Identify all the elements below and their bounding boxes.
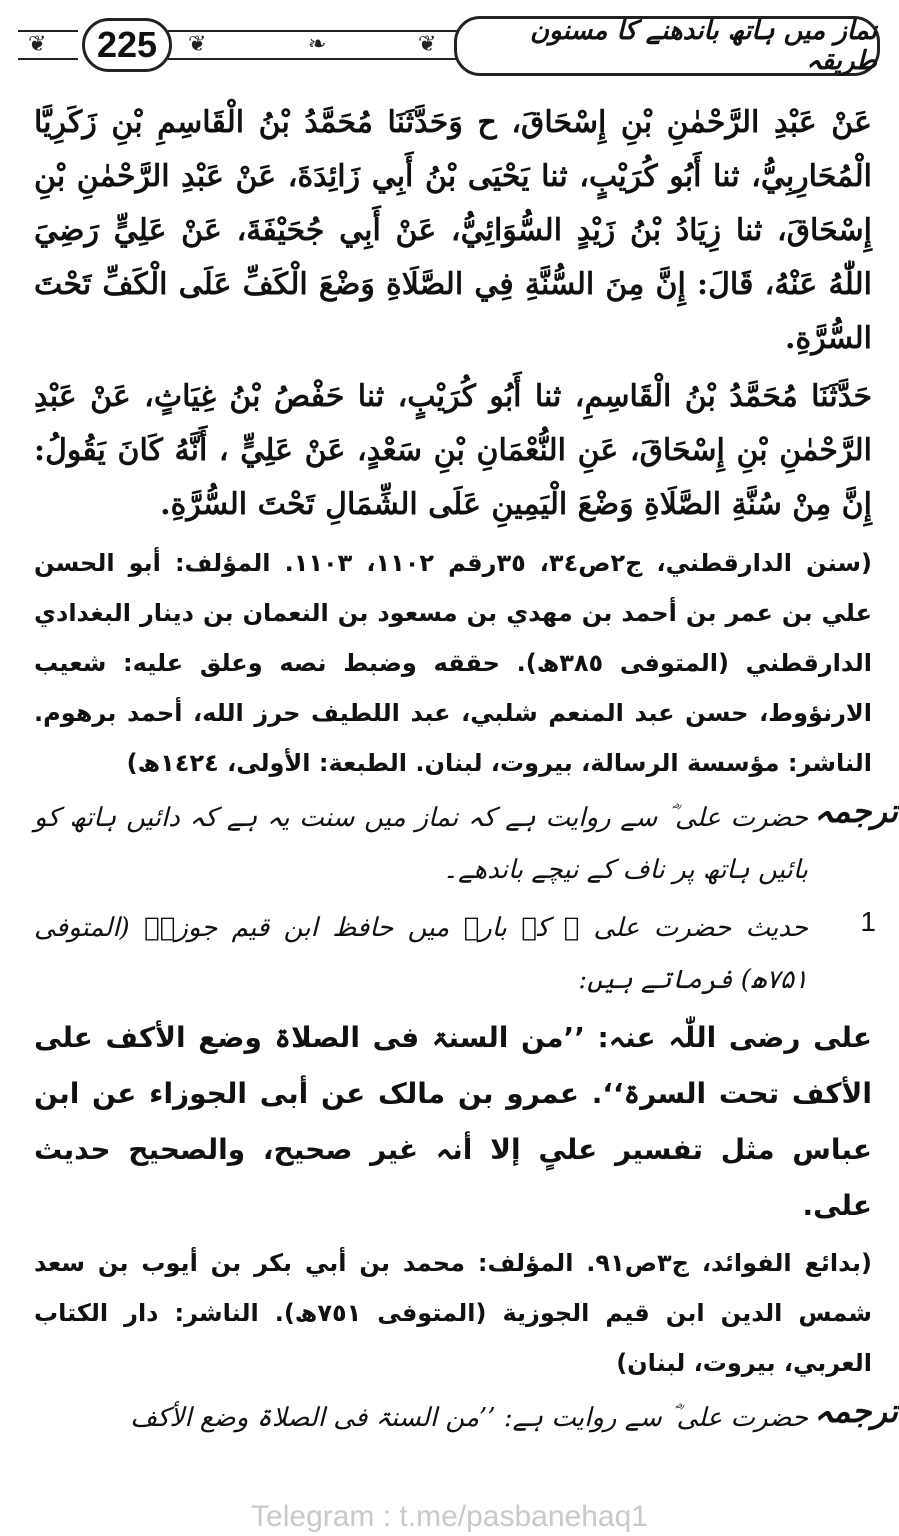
flourish-icon: ❦: [418, 32, 437, 57]
translation-label: ترجمہ: [814, 1392, 898, 1430]
hadith-text-2: حَدَّثَنَا مُحَمَّدُ بْنُ الْقَاسِمِ، ثنا أَبُو كُرَيْبٍ، ثنا حَفْصُ بْنُ غِيَاثٍ، عَنْ عَبْدِ الرَّحْمٰنِ بْنِ إِسْحَاقَ، عَنِ النُّعْمَانِ بْنِ سَعْدٍ، عَنْ عَلِيٍّ ، أَنَّهُ كَانَ يَقُولُ: إِنَّ مِنْ سُنَّةِ الصَّلَاةِ وَضْعَ الْيَمِينِ عَلَى الشِّمَالِ تَحْتَ السُّرَّةِ.: [34, 379, 872, 522]
flourish-icon: ❦: [188, 32, 207, 57]
flourish-icon: ❦: [28, 32, 47, 57]
source-reference-1: (سنن الدارقطني، ج٢ص٣٤، ٣٥رقم ١١٠٢، ١١٠٣. المؤلف: أبو الحسن علي بن عمر بن أحمد بن مهدي بن مسعود بن النعمان بن دينار البغدادي الدارقطني (المتوفى ٣٨٥ھ). حققه وضبط نصه وعلق عليه: شعيب الارنؤوط، حسن عبد المنعم شلبي، عبد اللطيف حرز الله، أحمد برهوم. الناشر: مؤسسة الرسالة، بيروت، لبنان. الطبعة: الأولى، ١٤٢٤ھ): [34, 549, 872, 777]
source-reference-2: (بدائع الفوائد، ج٣ص٩١. المؤلف: محمد بن أبي بكر بن أيوب بن سعد شمس الدين ابن قيم الجوزية (المتوفى ٧٥١ھ). الناشر: دار الكتاب العربي، بيروت، لبنان): [34, 1249, 872, 1377]
numbered-item-1: [34, 902, 876, 1006]
page-header: [18, 14, 880, 78]
hadith-text-1: عَنْ عَبْدِ الرَّحْمٰنِ بْنِ إِسْحَاقَ، ح وَحَدَّثَنَا مُحَمَّدُ بْنُ الْقَاسِمِ بْنِ زَكَرِيَّا الْمُحَارِبِيُّ، ثنا أَبُو كُرَيْبٍ، ثنا يَحْيَى بْنُ أَبِي زَائِدَةَ، عَنْ عَبْدِ الرَّحْمٰنِ بْنِ إِسْحَاقَ، ثنا زِيَادُ بْنُ زَيْدٍ السُّوَائِيُّ، عَنْ أَبِي جُحَيْفَةَ، عَنْ عَلِيٍّ رَضِيَ اللّٰهُ عَنْهُ، قَالَ: إِنَّ مِنَ السُّنَّةِ فِي الصَّلَاةِ وَضْعَ الْكَفِّ عَلَى الْكَفِّ تَحْتَ السُّرَّةِ.: [34, 105, 872, 356]
chapter-title: نماز میں ہاتھ باندھنے کا مسنون طریقہ: [454, 16, 880, 76]
page-number: 225: [82, 18, 172, 72]
translation-block-2: [34, 1392, 898, 1444]
translation-text-1: حضرت علی ؓ سے روایت ہے کہ نماز میں سنت یہ ہے کہ دائیں ہاتھ کو بائیں ہاتھ پر ناف کے نیچے باندھے۔: [34, 803, 808, 885]
translation-label: ترجمہ: [814, 792, 898, 830]
item-text-1: حدیث حضرت علی ؓ کے بارے میں حافظ ابن قیم جوزیؒ (المتوفی ۷۵۱ھ) فرماتے ہیں:: [34, 913, 808, 995]
page-body: [34, 96, 898, 1444]
translation-text-2: حضرت علی ؓ سے روایت ہے: ’’من السنۃ فی الصلاۃ وضع الأکف: [130, 1403, 808, 1433]
flourish-icon: ❧: [308, 32, 327, 57]
item-number: 1: [860, 906, 876, 937]
translation-block-1: [34, 792, 898, 896]
header-ornament-left: [18, 30, 78, 60]
telegram-watermark: Telegram : t.me/pasbanehaq1: [251, 1500, 648, 1533]
quoted-text: علی رضی اللّٰہ عنہ: ’’من السنۃ فی الصلاۃ وضع الأکف علی الأکف تحت السرۃ‘‘. عمرو بن مالک عن أبی الجوزاء عن ابن عباس مثل تفسیر علیٍ إلا أنہ غیر صحیح، والصحیح حدیث علی.: [34, 1021, 872, 1222]
